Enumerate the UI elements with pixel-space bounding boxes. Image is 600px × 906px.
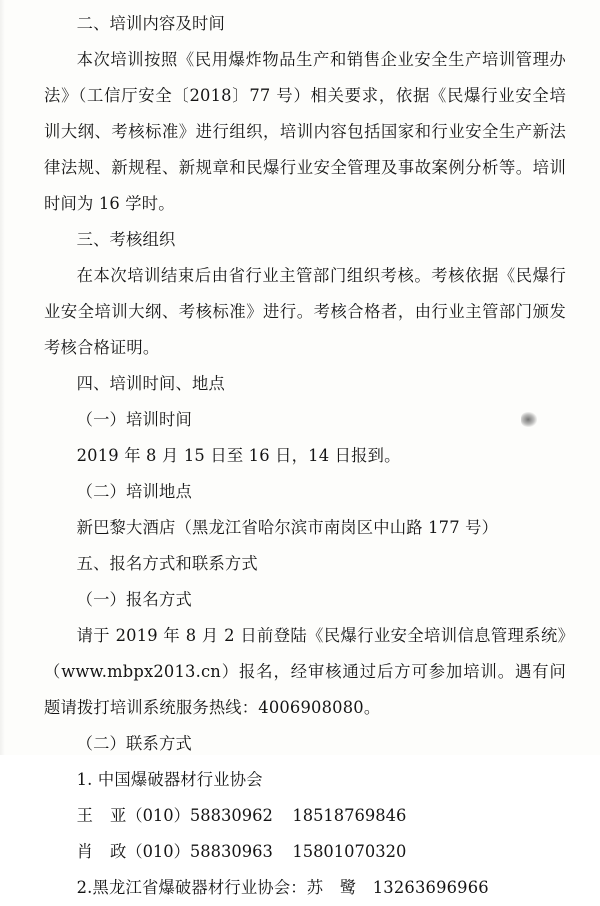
contact-mobile: 15801070320	[292, 842, 407, 861]
training-venue-line: 新巴黎大酒店（黑龙江省哈尔滨市南岗区中山路 177 号）	[76, 518, 499, 537]
contact-given-name: 亚	[110, 806, 127, 825]
contact-org-china: 1. 中国爆破器材行业协会	[76, 770, 263, 789]
section-heading-assessment: 三、考核组织	[76, 230, 176, 249]
section-heading-time-place: 四、培训时间、地点	[76, 374, 225, 393]
contact-given-name: 政	[110, 842, 127, 861]
subheading-contact-method: （二）联系方式	[76, 734, 192, 753]
subheading-training-time: （一）培训时间	[76, 410, 192, 429]
contact-org-heilongjiang: 2.黑龙江省爆破器材行业协会：苏 鹭 13263696966	[76, 878, 489, 897]
paragraph-registration-method: 请于 2019 年 8 月 2 日前登陆《民爆行业安全培训信息管理系统》（www.mbpx2013.cn）报名，经审核通过后方可参加培训。遇有问题请拨打培训系统服务热线：4006908080。	[44, 626, 566, 717]
contact-office-phone: （010）58830963	[126, 842, 273, 861]
contact-row	[44, 834, 566, 870]
contact-office-phone: （010）58830962	[126, 806, 273, 825]
paragraph-training-content: 本次培训按照《民用爆炸物品生产和销售企业安全生产培训管理办法》（工信厅安全〔2018〕77 号）相关要求，依据《民爆行业安全培训大纲、考核标准》进行组织，培训内容包括国家和行业安全生产新法律法规、新规程、新规章和民爆行业安全管理及事故案例分析等。培训时间为 16 学时。	[44, 50, 566, 213]
section-heading-training-content: 二、培训内容及时间	[76, 14, 225, 33]
training-date-line: 2019 年 8 月 15 日至 16 日，14 日报到。	[76, 446, 401, 465]
section-heading-registration-contact: 五、报名方式和联系方式	[76, 554, 258, 573]
contact-surname: 王	[76, 806, 93, 825]
subheading-training-place: （二）培训地点	[76, 482, 192, 501]
contact-surname: 肖	[76, 842, 93, 861]
contact-row	[44, 798, 566, 834]
subheading-registration-method: （一）报名方式	[76, 590, 192, 609]
contact-mobile: 18518769846	[292, 806, 407, 825]
paragraph-assessment: 在本次培训结束后由省行业主管部门组织考核。考核依据《民爆行业安全培训大纲、考核标准》进行。考核合格者，由行业主管部门颁发考核合格证明。	[44, 266, 566, 357]
